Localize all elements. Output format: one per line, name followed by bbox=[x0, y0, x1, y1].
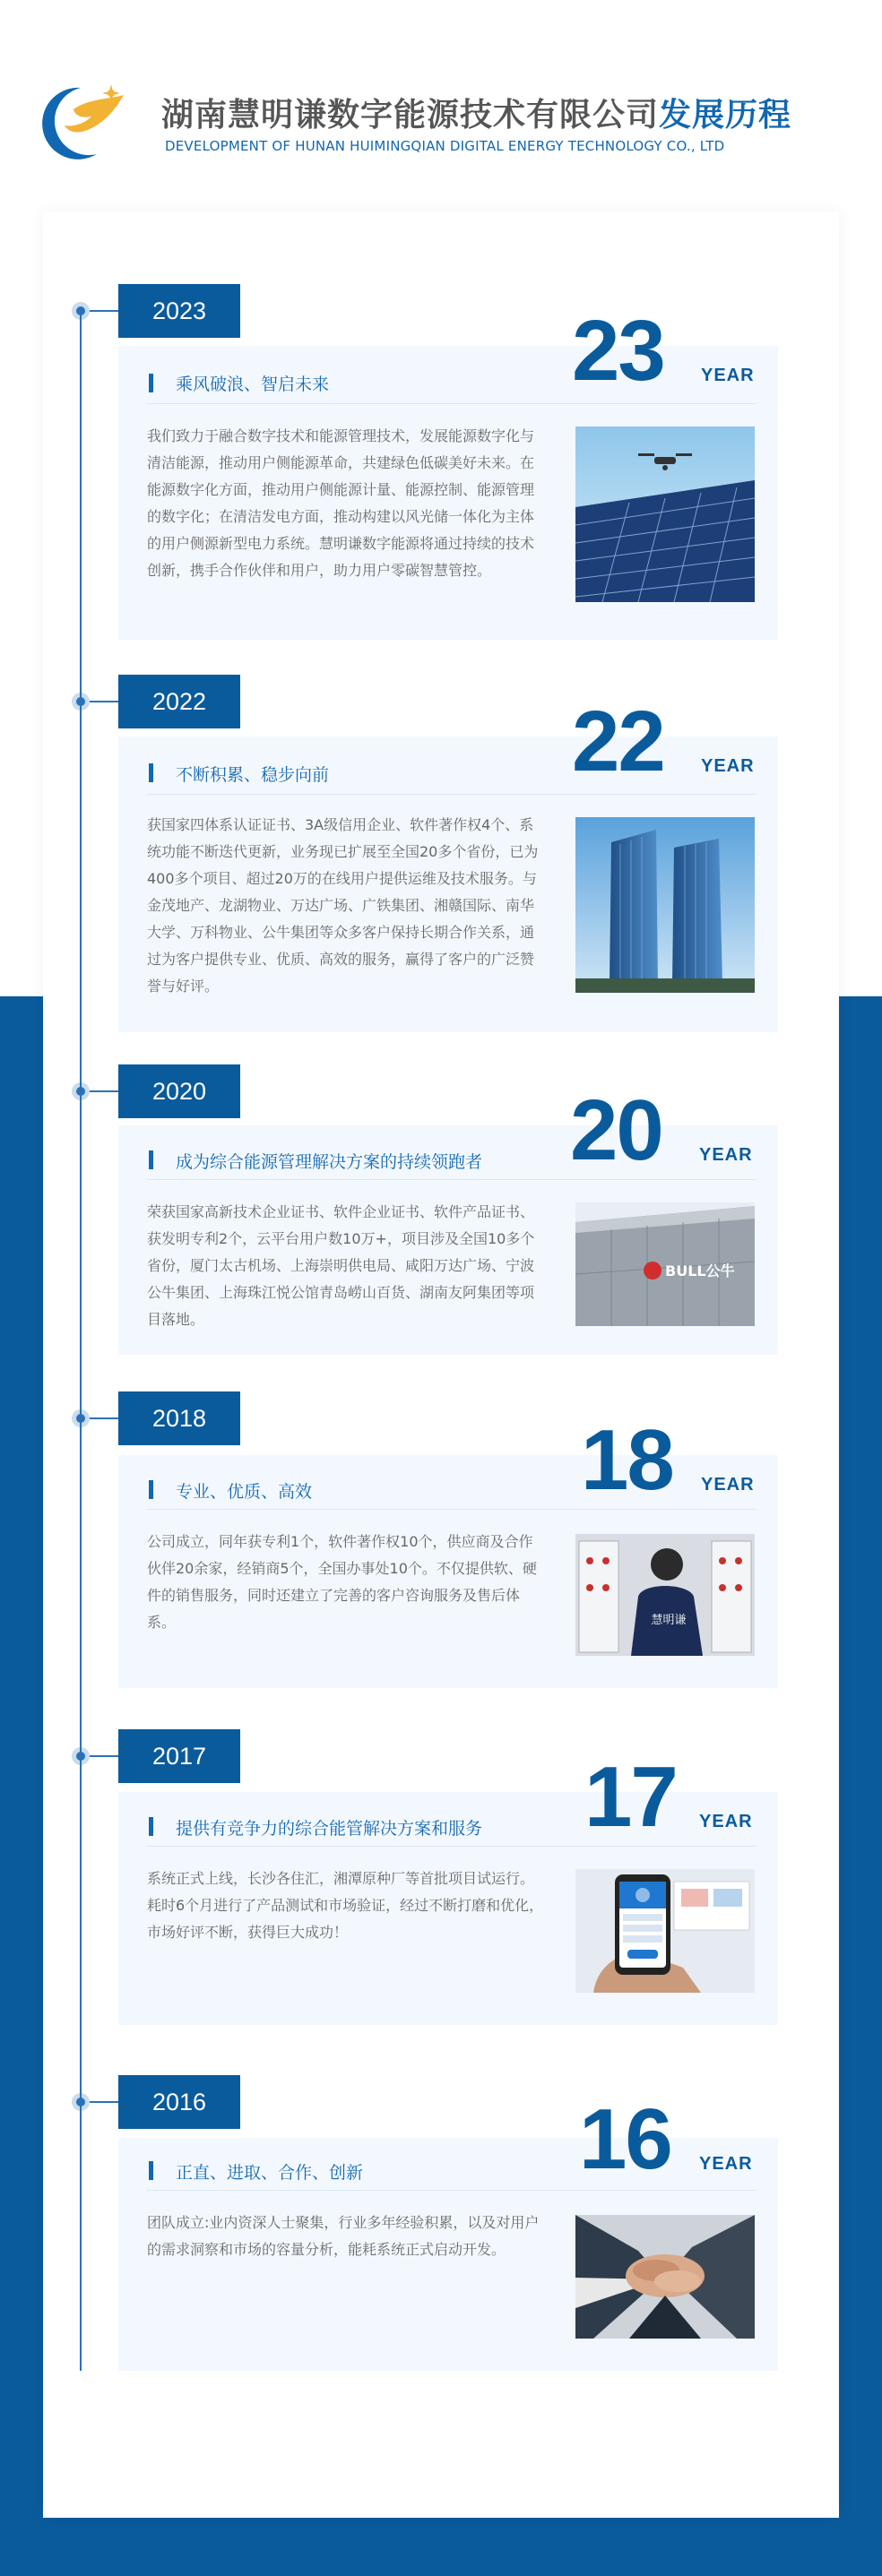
year-word: YEAR bbox=[701, 756, 755, 776]
year-big-number: 22 bbox=[572, 694, 664, 789]
entry-text: 获国家四体系认证证书、3A级信用企业、软件著作权4个、系统功能不断迭代更新，业务现已扩展至全国20多个省份，已为400多个项目、超过20万的在线用户提供运维及技术服务。与金茂地产、龙湖物业、万达广场、广铁集团、湘赣国际、南华大学、万科物业、公牛集团等众多客户保持长期合作关系，通过为客户提供专业、优质、高效的服务，赢得了客户的广泛赞誉与好评。 bbox=[147, 816, 539, 995]
page-title: 湖南慧明谦数字能源技术有限公司发展历程 bbox=[161, 97, 792, 134]
year-tag: 2022 bbox=[118, 675, 240, 728]
page-header bbox=[0, 0, 882, 206]
timeline-connector bbox=[90, 1755, 118, 1757]
title-bar bbox=[149, 1150, 153, 1169]
entry-title: 专业、优质、高效 bbox=[176, 1482, 313, 1502]
year-tag: 2023 bbox=[118, 284, 240, 338]
solar-panels-image bbox=[575, 426, 755, 602]
divider bbox=[147, 2190, 757, 2191]
page-subtitle: DEVELOPMENT OF HUNAN HUIMINGQIAN DIGITAL ENERGY TECHNOLOGY CO., LTD bbox=[165, 138, 725, 154]
entry-text: 系统正式上线，长沙各住汇，湘潭原种厂等首批项目试运行。耗时6个月进行了产品测试和市场验证，经过不断打磨和优化，市场好评不断，获得巨大成功！ bbox=[147, 1870, 544, 1941]
timeline-dot bbox=[72, 2093, 90, 2111]
timeline-dot bbox=[72, 1409, 90, 1427]
entry-title: 乘风破浪、智启未来 bbox=[176, 375, 330, 394]
entry-title: 成为综合能源管理解决方案的持续领跑者 bbox=[176, 1152, 483, 1172]
timeline-dot bbox=[72, 693, 90, 711]
phone-app-image bbox=[575, 1869, 755, 1993]
year-big-number: 16 bbox=[579, 2091, 671, 2187]
timeline-connector bbox=[90, 2101, 118, 2103]
timeline-dot bbox=[72, 1082, 90, 1100]
timeline-connector bbox=[90, 310, 118, 312]
entry-text: 公司成立，同年获专利1个，软件著作权10个，供应商及合作伙伴20余家，经销商5个，全国办事处10个。不仅提供软、硬件的销售服务，同时还建立了完善的客户咨询服务及售后体系。 bbox=[147, 1533, 537, 1631]
uniform-badge: 慧明谦 bbox=[651, 1614, 687, 1627]
bull-sign: BULL公牛 bbox=[665, 1262, 735, 1279]
title-bar bbox=[149, 763, 153, 782]
divider bbox=[147, 1846, 757, 1847]
divider bbox=[147, 403, 757, 404]
year-word: YEAR bbox=[699, 1812, 753, 1831]
timeline-connector bbox=[90, 1417, 118, 1419]
timeline-connector bbox=[90, 1090, 118, 1092]
title-bar bbox=[149, 2161, 153, 2180]
year-tag: 2020 bbox=[118, 1064, 240, 1118]
office-towers-image bbox=[575, 817, 755, 993]
timeline-connector bbox=[90, 701, 118, 702]
year-tag: 2017 bbox=[118, 1729, 240, 1783]
entry-title: 正直、进取、合作、创新 bbox=[176, 2163, 364, 2183]
bull-building-image bbox=[575, 1202, 755, 1326]
timeline-dot bbox=[72, 302, 90, 320]
year-word: YEAR bbox=[699, 1145, 753, 1165]
electrician-panels-image bbox=[575, 1534, 755, 1656]
entry-text: 荣获国家高新技术企业证书、软件企业证书、软件产品证书、获发明专利2个，云平台用户数10万+，项目涉及全国10多个省份，厦门太古机场、上海崇明供电局、咸阳万达广场、宁波公牛集团、上海珠江悦公馆青岛崂山百货、湖南友阿集团等项目落地。 bbox=[147, 1203, 535, 1328]
year-word: YEAR bbox=[701, 1475, 755, 1495]
title-bar bbox=[149, 1480, 153, 1499]
entry-text: 团队成立:业内资深人士聚集，行业多年经验积累，以及对用户的需求洞察和市场的容量分析，能耗系统正式启动开发。 bbox=[147, 2214, 540, 2258]
year-word: YEAR bbox=[701, 366, 755, 385]
entry-text: 我们致力于融合数字技术和能源管理技术，发展能源数字化与清洁能源，推动用户侧能源革命，共建绿色低碳美好未来。在能源数字化方面，推动用户侧能源计量、能源控制、能源管理的数字化；在清洁发电方面，推动构建以风光储一体化为主体的用户侧源新型电力系统。慧明谦数字能源将通过持续的技术创新，携手合作伙伴和用户，助力用户零碳智慧管控。 bbox=[147, 427, 535, 579]
timeline-line bbox=[80, 310, 82, 2371]
divider bbox=[147, 794, 757, 795]
title-bar bbox=[149, 374, 153, 392]
year-tag: 2018 bbox=[118, 1391, 240, 1445]
company-logo-icon bbox=[34, 82, 129, 159]
year-tag: 2016 bbox=[118, 2075, 240, 2129]
page-title-accent: 发展历程 bbox=[659, 97, 792, 134]
year-big-number: 17 bbox=[584, 1749, 677, 1845]
year-big-number: 20 bbox=[570, 1082, 662, 1178]
year-big-number: 23 bbox=[572, 303, 664, 399]
divider bbox=[147, 1509, 757, 1510]
year-word: YEAR bbox=[699, 2154, 753, 2174]
entry-title: 不断积累、稳步向前 bbox=[176, 765, 330, 785]
title-bar bbox=[149, 1817, 153, 1836]
year-big-number: 18 bbox=[581, 1412, 673, 1508]
team-hands-image bbox=[575, 2215, 755, 2339]
entry-title: 提供有竞争力的综合能管解决方案和服务 bbox=[176, 1819, 483, 1839]
timeline-dot bbox=[72, 1747, 90, 1765]
divider bbox=[147, 1179, 757, 1180]
